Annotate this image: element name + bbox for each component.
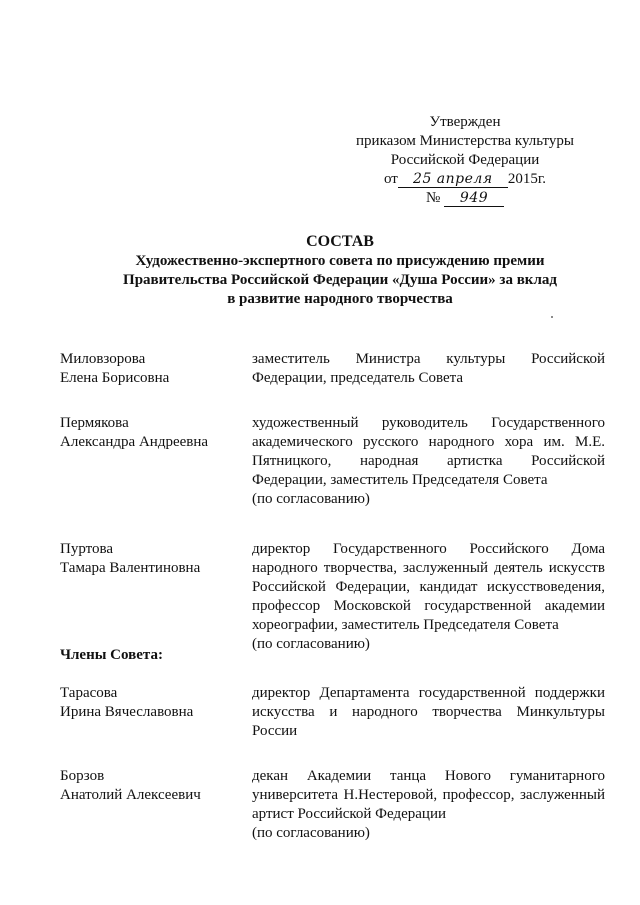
scan-speck <box>551 316 553 318</box>
member-surname: Тарасова <box>60 685 118 701</box>
member-note: (по согласованию) <box>252 491 370 507</box>
handwritten-date: 25 апреля <box>398 171 508 188</box>
member-given-name: Елена Борисовна <box>60 370 170 386</box>
member-role-text: художественный руководитель Государственного академического русского народного хора им. М.Е. Пятницкого, народная артистка Российской Федерации, заместитель Председателя Совета <box>252 415 605 488</box>
member-role <box>252 684 605 741</box>
approval-line-1: Утвержден <box>429 114 501 130</box>
approval-stamp <box>330 113 600 208</box>
approval-date <box>330 170 600 189</box>
member-name <box>60 767 252 843</box>
member-row <box>60 350 605 388</box>
member-role <box>252 767 605 843</box>
member-note: (по согласованию) <box>252 825 370 841</box>
member-given-name: Ирина Вячеславовна <box>60 704 194 720</box>
member-name <box>60 540 252 654</box>
member-row <box>60 684 605 741</box>
member-surname: Борзов <box>60 768 105 784</box>
approval-line-2: приказом Министерства культуры <box>356 133 574 149</box>
member-row <box>60 414 605 509</box>
member-given-name: Александра Андреевна <box>60 434 209 450</box>
document-title: СОСТАВ <box>306 233 374 250</box>
member-role <box>252 414 605 509</box>
date-prefix: от <box>383 171 398 187</box>
date-suffix: 2015г. <box>507 171 547 187</box>
member-role <box>252 540 605 654</box>
member-role-text: декан Академии танца Нового гуманитарного университета Н.Нестеровой, профессор, заслуженный артист Российской Федерации <box>252 768 605 822</box>
member-surname: Пуртова <box>60 541 114 557</box>
member-note: (по согласованию) <box>252 636 370 652</box>
member-surname: Пермякова <box>60 415 129 431</box>
council-composition <box>60 350 605 654</box>
heading-line-1: Художественно-экспертного совета по присуждению премии <box>135 253 545 269</box>
member-given-name: Анатолий Алексеевич <box>60 787 201 803</box>
approval-line-3: Российской Федерации <box>390 152 540 168</box>
heading-line-2: Правительства Российской Федерации «Душа России» за вклад <box>123 272 557 288</box>
document-heading <box>60 232 620 309</box>
member-role <box>252 350 605 388</box>
member-role-text: директор Департамента государственной поддержки искусства и народного творчества Минкультуры России <box>252 685 605 739</box>
heading-line-3: в развитие народного творчества <box>227 291 453 307</box>
number-prefix: № <box>425 190 441 206</box>
handwritten-number: 949 <box>444 190 504 207</box>
member-name <box>60 684 252 741</box>
member-given-name: Тамара Валентиновна <box>60 560 201 576</box>
members-section-label: Члены Совета: <box>60 647 163 663</box>
member-name <box>60 414 252 509</box>
council-members <box>60 684 605 843</box>
member-row <box>60 767 605 843</box>
member-name <box>60 350 252 388</box>
approval-number <box>330 189 600 208</box>
member-role-text: директор Государственного Российского Дома народного творчества, заслуженный деятель искусств Российской Федерации, кандидат искусствоведения, профессор Московской государственной академии хореографии, заместитель Председателя Совета <box>252 541 605 633</box>
member-surname: Миловзорова <box>60 351 146 367</box>
member-role-text: заместитель Министра культуры Российской Федерации, председатель Совета <box>252 351 605 386</box>
member-row <box>60 540 605 654</box>
